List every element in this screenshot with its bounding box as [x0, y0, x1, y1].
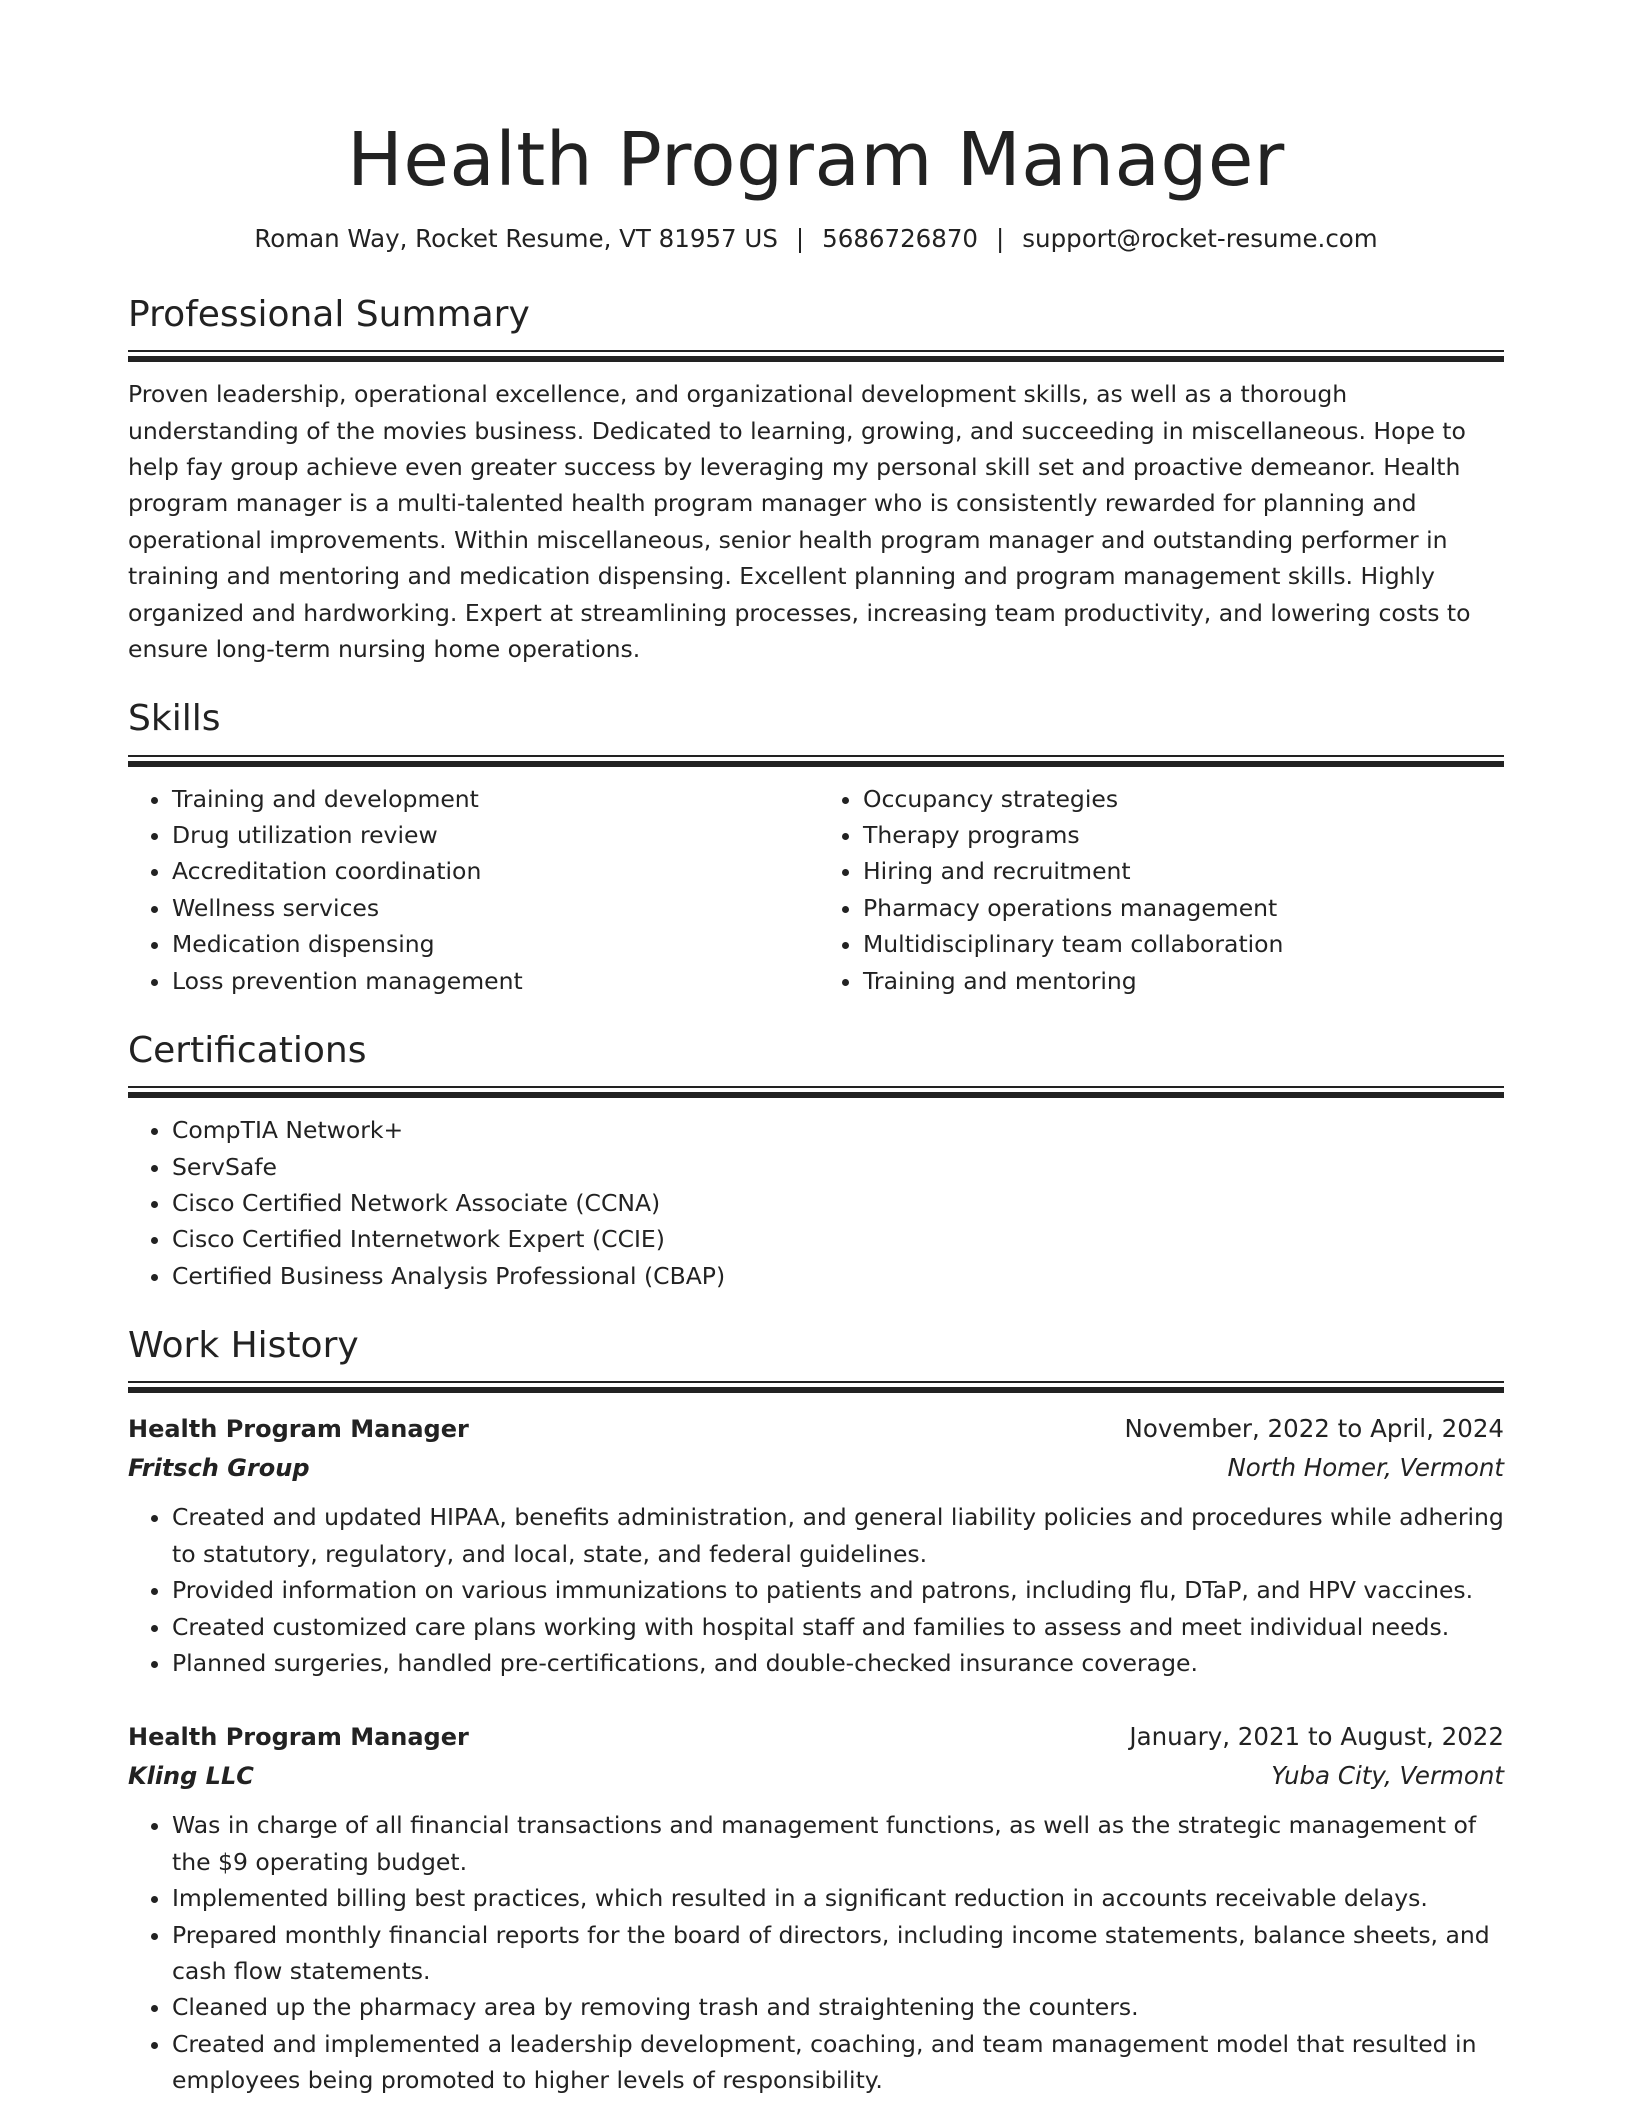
contact-separator: | [795, 224, 805, 254]
skills-heading: Skills [128, 698, 221, 740]
job-title: Health Program Manager [128, 1415, 469, 1444]
skill-item: • Accreditation coordination [172, 853, 813, 889]
certifications-section [128, 1029, 1504, 1294]
contact-email: support@rocket-resume.com [1022, 224, 1378, 254]
summary-section [128, 293, 1504, 667]
skill-item: • Therapy programs [863, 817, 1504, 853]
job-header-row [128, 1409, 1504, 1449]
work-history-heading: Work History [128, 1325, 359, 1367]
contact-address: Roman Way, Rocket Resume, VT 81957 US [254, 224, 778, 254]
section-divider [128, 1381, 1504, 1393]
job-bullet: • Created customized care plans working with hospital staff and families to assess and meet individual needs. [172, 1609, 1504, 1645]
job-bullet: • Prepared monthly financial reports for the board of directors, including income statements, balance sheets, and cash flow statements. [172, 1917, 1504, 1990]
job-bullets [128, 1807, 1504, 2098]
job-bullet: • Planned surgeries, handled pre-certifications, and double-checked insurance coverage. [172, 1645, 1504, 1681]
skill-item: • Training and mentoring [863, 963, 1504, 999]
job-bullet: • Created and implemented a leadership development, coaching, and team management model that resulted in employees being promoted to higher levels of responsibility. [172, 2026, 1504, 2099]
certifications-heading: Certifications [128, 1030, 367, 1071]
skills-list-right [813, 781, 1504, 999]
skill-item: • Training and development [172, 781, 813, 817]
section-divider [128, 1086, 1504, 1098]
job-entry [128, 1409, 1504, 1681]
certification-item: • ServSafe [172, 1149, 1504, 1185]
skill-item: • Hiring and recruitment [863, 853, 1504, 889]
job-company: Kling LLC [128, 1762, 254, 1791]
certification-item: • Certified Business Analysis Professional (CBAP) [172, 1258, 1504, 1294]
job-header-row [128, 1717, 1504, 1757]
skill-item: • Pharmacy operations management [863, 890, 1504, 926]
contact-separator: | [996, 224, 1005, 254]
summary-text: Proven leadership, operational excellence, and organizational development skills, as well as a thorough understanding of the movies business. Dedicated to learning, growing, and succeeding in miscellaneous. Hope to help fay group achieve even greater success by leveraging my personal skill set and proactive demeanor. Health program manager is a multi-talented health program manager who is consistently rewarded for planning and operational improvements. Within miscellaneous, senior health program manager and outstanding performer in training and mentoring and medication dispensing. Excellent planning and program management skills. Highly organized and hardworking. Expert at streamlining processes, increasing team productivity, and lowering costs to ensure long-term nursing home operations. [128, 380, 1471, 663]
job-location: Yuba City, Vermont [1271, 1761, 1504, 1791]
job-company-row [128, 1757, 1504, 1795]
skill-item: • Occupancy strategies [863, 781, 1504, 817]
job-bullet: • Created and updated HIPAA, benefits administration, and general liability policies and procedures while adhering to statutory, regulatory, and local, state, and federal guidelines. [172, 1499, 1504, 1572]
job-entry [128, 1717, 1504, 2098]
certification-item: • Cisco Certified Network Associate (CCNA) [172, 1185, 1504, 1221]
job-dates: January, 2021 to August, 2022 [1129, 1722, 1504, 1752]
section-divider [128, 755, 1504, 767]
job-bullet: • Implemented billing best practices, which resulted in a significant reduction in accounts receivable delays. [172, 1880, 1504, 1916]
job-bullet: • Provided information on various immunizations to patients and patrons, including flu, DTaP, and HPV vaccines. [172, 1572, 1504, 1608]
job-company: Fritsch Group [128, 1454, 310, 1483]
job-bullet: • Cleaned up the pharmacy area by removing trash and straightening the counters. [172, 1989, 1504, 2025]
skill-item: • Drug utilization review [172, 817, 813, 853]
skill-item: • Wellness services [172, 890, 813, 926]
skills-section [128, 697, 1504, 999]
contact-phone: 5686726870 [822, 224, 979, 254]
job-dates: November, 2022 to April, 2024 [1124, 1414, 1504, 1444]
summary-heading: Professional Summary [128, 293, 530, 335]
certification-item: • Cisco Certified Internetwork Expert (CCIE) [172, 1221, 1504, 1257]
certifications-list [128, 1112, 1504, 1294]
skill-item: • Medication dispensing [172, 926, 813, 962]
skills-grid [128, 781, 1504, 999]
skill-item: • Loss prevention management [172, 963, 813, 999]
section-divider [128, 350, 1504, 362]
work-history-section [128, 1324, 1504, 2098]
job-bullets [128, 1499, 1504, 1681]
certification-item: • CompTIA Network+ [172, 1112, 1504, 1148]
contact-line [128, 223, 1504, 255]
job-bullet: • Was in charge of all financial transactions and management functions, as well as the strategic management of the $9 operating budget. [172, 1807, 1504, 1880]
job-location: North Homer, Vermont [1227, 1453, 1504, 1483]
skills-list-left [128, 781, 813, 999]
resume-title: Health Program Manager [347, 117, 1285, 203]
job-company-row [128, 1449, 1504, 1487]
skill-item: • Multidisciplinary team collaboration [863, 926, 1504, 962]
job-title: Health Program Manager [128, 1723, 469, 1752]
